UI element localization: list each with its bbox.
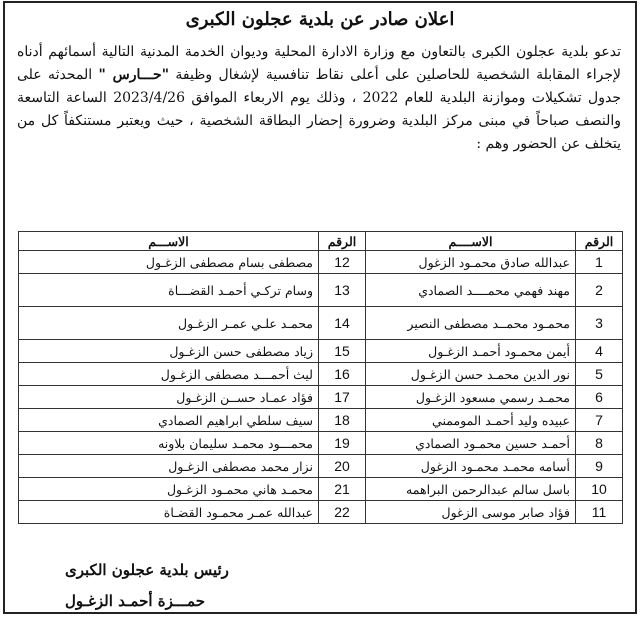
row-number: 12 [319, 251, 366, 274]
candidate-name: عبيده وليد أحمـد الموممني [366, 409, 576, 432]
table-header-row [19, 232, 623, 251]
table-row [19, 386, 623, 409]
signature-name: حمـــزة أحمـد الزغـول [65, 592, 205, 610]
candidate-name: أحمـد حسين محمـود الصمادي [366, 432, 576, 455]
candidate-name: نزار محمد مصطفى الزغـول [19, 455, 319, 478]
table-row [19, 307, 623, 340]
candidate-name: عبدالله صادق محمـود الزغول [366, 251, 576, 274]
table-row [19, 432, 623, 455]
signature-title: رئيس بلدية عجلون الكبرى [65, 561, 229, 579]
candidate-name: فؤاد صابر موسى الزغول [366, 501, 576, 524]
header-name: الاســـم [19, 232, 319, 251]
candidate-name: عبدالله عمـر محمـود القضـاة [19, 501, 319, 524]
job-title: "حـــارس " [98, 67, 170, 83]
row-number: 3 [576, 307, 623, 340]
table-row [19, 478, 623, 501]
candidate-name: نور الدين محمـد حسن الزغـول [366, 363, 576, 386]
row-number: 1 [576, 251, 623, 274]
header-number: الرقم [319, 232, 366, 251]
candidate-name: أيمن محمـود أحمـد الزغـول [366, 340, 576, 363]
table-row [19, 274, 623, 307]
candidate-name: أسامه محمـد محمـود الزغول [366, 455, 576, 478]
candidate-name: ليث أحمـــد مصطفى الزغـول [19, 363, 319, 386]
row-number: 21 [319, 478, 366, 501]
row-number: 5 [576, 363, 623, 386]
table-row [19, 340, 623, 363]
candidate-name: محمـد علـي عمـر الزغـول [19, 307, 319, 340]
candidate-name: مصطفى بسام مصطفى الزغـول [19, 251, 319, 274]
announcement-title: اعلان صادر عن بلدية عجلون الكبرى [185, 9, 455, 30]
table-row [19, 501, 623, 524]
candidate-name: سيف سلطي ابراهيم الصمادي [19, 409, 319, 432]
candidate-name: باسل سالم عبدالرحمن البراهمه [366, 478, 576, 501]
row-number: 8 [576, 432, 623, 455]
candidate-name: محمـد رسمي مسعود الزغـول [366, 386, 576, 409]
table-row [19, 409, 623, 432]
candidate-name: فؤاد عمـاد حســن الزغـول [19, 386, 319, 409]
row-number: 20 [319, 455, 366, 478]
body-text-end: المحدثه على جدول تشكيلات وموازنة البلدية للعام 2022 ، وذلك يوم الاربعاء الموافق 2023/4/26 الساعة التاسعة والنصف صباحاً في مبنى مركز البلدية وضرورة إحضار البطاقة الشخصية ، حيث ويعتبر مستنكفاً كل من يتخلف عن الحضور وهم : [17, 67, 621, 152]
row-number: 17 [319, 386, 366, 409]
row-number: 10 [576, 478, 623, 501]
announcement-page [3, 1, 637, 614]
candidate-name: محمـد هاني محمـود الزغـول [19, 478, 319, 501]
candidate-name: مهند فهمي محمــــد الصمادي [366, 274, 576, 307]
row-number: 22 [319, 501, 366, 524]
row-number: 15 [319, 340, 366, 363]
candidate-name: محمـود محمــد مصطفى النصير [366, 307, 576, 340]
header-name: الاســــم [366, 232, 576, 251]
candidate-name: وسام تركـي أحمـد القضـــاة [19, 274, 319, 307]
body-text-start: تدعو بلدية عجلون الكبرى بالتعاون مع وزارة الادارة المحلية وديوان الخدمة المدنية التالية أسمائهم أدناه لإجراء المقابلة الشخصية للحاصلين على أعلى نقاط تنافسية لإشغال وظيفة [17, 44, 621, 83]
row-number: 7 [576, 409, 623, 432]
row-number: 9 [576, 455, 623, 478]
announcement-body [17, 41, 621, 156]
row-number: 6 [576, 386, 623, 409]
candidate-name: زياد مصطفى حسن الزغـول [19, 340, 319, 363]
row-number: 4 [576, 340, 623, 363]
header-number: الرقم [576, 232, 623, 251]
row-number: 14 [319, 307, 366, 340]
row-number: 2 [576, 274, 623, 307]
row-number: 16 [319, 363, 366, 386]
table-row [19, 251, 623, 274]
candidate-name: محمـــود محمـد سليمان بلاونه [19, 432, 319, 455]
row-number: 19 [319, 432, 366, 455]
table-row [19, 363, 623, 386]
candidates-table [18, 231, 623, 524]
row-number: 13 [319, 274, 366, 307]
row-number: 11 [576, 501, 623, 524]
table-row [19, 455, 623, 478]
row-number: 18 [319, 409, 366, 432]
